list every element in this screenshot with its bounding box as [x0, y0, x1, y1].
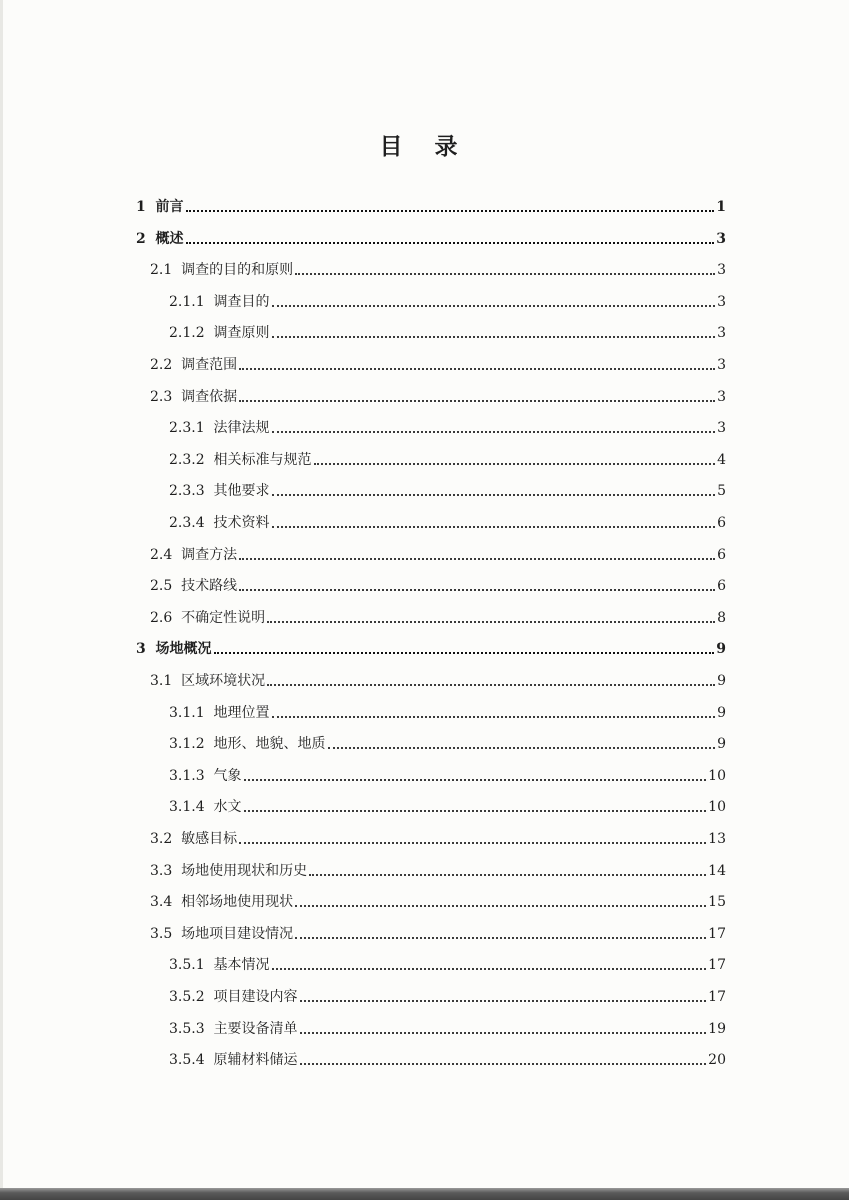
- toc-entry-label: 场地概况: [155, 641, 212, 658]
- toc-entry-label: 敏感目标: [181, 831, 238, 847]
- toc-leader-dots: [244, 809, 707, 812]
- toc-entry-label: 法律法规: [213, 420, 270, 437]
- toc-entry[interactable]: [150, 351, 726, 375]
- toc-entry[interactable]: [136, 225, 726, 249]
- toc-entry[interactable]: [169, 983, 726, 1007]
- toc-entry-number: 3.1.4: [169, 799, 205, 816]
- toc-entry-spacer: [146, 639, 156, 659]
- toc-leader-dots: [272, 335, 716, 338]
- toc-leader-dots: [186, 209, 715, 212]
- toc-entry-spacer: [172, 387, 181, 407]
- toc-leader-dots: [267, 620, 715, 623]
- toc-entry[interactable]: [169, 477, 726, 501]
- toc-entry[interactable]: [169, 509, 726, 533]
- toc-entry-spacer: [146, 229, 156, 249]
- toc-leader-dots: [272, 525, 716, 528]
- toc-entry[interactable]: [150, 383, 726, 407]
- toc-entry-label: 相邻场地使用现状: [181, 894, 294, 911]
- toc-entry-label: 调查目的: [213, 293, 270, 310]
- toc-entry[interactable]: [169, 319, 726, 343]
- toc-entry-spacer: [172, 892, 181, 912]
- toc-entry-label: 原辅材料储运: [213, 1052, 298, 1069]
- toc-entry-spacer: [205, 797, 214, 817]
- toc-entry-spacer: [172, 829, 181, 849]
- toc-entry-page: 3: [717, 388, 726, 405]
- toc-entry-page: 9: [716, 641, 726, 658]
- toc-entry[interactable]: [136, 635, 726, 659]
- toc-entry-page: 10: [708, 799, 726, 816]
- toc-entry-label: 调查范围: [181, 357, 238, 373]
- toc-entry-label: 水文: [213, 799, 242, 816]
- toc-entry-label: 相关标准与规范: [213, 451, 312, 468]
- toc-leader-dots: [295, 936, 706, 939]
- toc-entry-page: 17: [708, 925, 726, 942]
- toc-entry[interactable]: [150, 256, 726, 280]
- toc-entry[interactable]: [150, 825, 726, 849]
- toc-leader-dots: [239, 588, 715, 591]
- toc-entry-page: 3: [717, 357, 726, 373]
- toc-entry-label: 概述: [155, 230, 184, 247]
- toc-leader-dots: [239, 841, 706, 844]
- toc-entry-spacer: [172, 924, 181, 944]
- toc-entry-label: 项目建设内容: [213, 989, 298, 1005]
- toc-entry-label: 地理位置: [213, 704, 270, 721]
- toc-entry-page: 5: [717, 483, 726, 500]
- toc-entry[interactable]: [150, 920, 726, 944]
- toc-entry-number: 2.4: [150, 546, 173, 563]
- toc-entry-number: 2: [136, 230, 146, 247]
- toc-entry-page: 1: [716, 199, 726, 215]
- toc-entry-label: 区域环境状况: [181, 673, 266, 689]
- toc-entry[interactable]: [169, 699, 726, 723]
- toc-leader-dots: [314, 462, 716, 465]
- toc-entry-label: 技术路线: [181, 578, 238, 595]
- toc-entry-page: 14: [708, 862, 726, 879]
- toc-entry-page: 3: [717, 325, 726, 342]
- toc-leader-dots: [267, 683, 715, 686]
- toc-entry[interactable]: [169, 414, 726, 438]
- toc-entry-number: 2.3.1: [169, 420, 205, 437]
- toc-entry-number: 3.5.3: [169, 1020, 205, 1037]
- toc-leader-dots: [295, 272, 715, 275]
- toc-entry-number: 3.3: [150, 862, 173, 879]
- toc-entry-spacer: [205, 513, 214, 533]
- toc-leader-dots: [239, 399, 715, 402]
- toc-leader-dots: [300, 1062, 707, 1065]
- toc-entry-spacer: [172, 545, 181, 565]
- toc-entry-number: 3.5.2: [169, 989, 205, 1005]
- toc-entry[interactable]: [150, 604, 726, 628]
- toc-entry-spacer: [146, 197, 156, 217]
- toc-entry-spacer: [172, 260, 181, 280]
- toc-entry-number: 2.3.2: [169, 451, 205, 468]
- toc-entry-number: 2.3.4: [169, 515, 205, 531]
- toc-entry[interactable]: [136, 193, 726, 217]
- toc-entry-label: 技术资料: [213, 515, 270, 531]
- toc-entry[interactable]: [169, 762, 726, 786]
- toc-entry-page: 17: [708, 957, 726, 974]
- toc-entry-page: 9: [717, 704, 726, 721]
- toc-leader-dots: [295, 904, 706, 907]
- toc-entry-number: 3.4: [150, 894, 173, 911]
- toc-entry-page: 6: [717, 578, 726, 595]
- toc-entry-label: 调查的目的和原则: [181, 262, 294, 279]
- scan-bottom-edge: [0, 1188, 849, 1200]
- toc-entry-spacer: [205, 955, 214, 975]
- toc-entry-page: 6: [717, 546, 726, 563]
- toc-entry-number: 2.2: [150, 357, 173, 373]
- toc-entry-label: 基本情况: [213, 957, 270, 974]
- toc-entry-spacer: [205, 734, 214, 754]
- toc-leader-dots: [272, 715, 716, 718]
- toc-entry-spacer: [172, 608, 181, 628]
- toc-entry-number: 3.2: [150, 831, 173, 847]
- toc-leader-dots: [272, 430, 716, 433]
- toc-entry-label: 调查依据: [181, 388, 238, 405]
- toc-entry-number: 3: [136, 641, 146, 658]
- toc-entry-label: 场地项目建设情况: [181, 925, 294, 942]
- toc-entry-spacer: [172, 671, 181, 691]
- toc-entry-spacer: [205, 1050, 214, 1070]
- toc-entry-number: 2.3: [150, 388, 173, 405]
- toc-entry-number: 3.5.4: [169, 1052, 205, 1069]
- toc-entry-number: 2.1: [150, 262, 173, 279]
- toc-leader-dots: [309, 873, 706, 876]
- toc-entry-page: 3: [717, 420, 726, 437]
- toc-entry-page: 8: [717, 609, 726, 626]
- toc-entry[interactable]: [169, 446, 726, 470]
- toc-entry-label: 气象: [213, 767, 242, 784]
- toc-entry-label: 不确定性说明: [181, 609, 266, 626]
- toc-entry[interactable]: [169, 730, 726, 754]
- toc-entry-number: 1: [136, 199, 146, 215]
- toc-entry-label: 地形、地貌、地质: [213, 736, 326, 753]
- toc-entry-spacer: [172, 576, 181, 596]
- toc-entry-spacer: [205, 987, 214, 1007]
- toc-entry-page: 3: [717, 293, 726, 310]
- toc-entry-page: 20: [708, 1052, 726, 1069]
- toc-entry-spacer: [172, 355, 181, 375]
- toc-entry-spacer: [205, 1019, 214, 1039]
- toc-entry-label: 前言: [155, 199, 184, 215]
- toc-entry-label: 其他要求: [213, 483, 270, 500]
- toc-entry-label: 调查原则: [213, 325, 270, 342]
- toc-leader-dots: [272, 967, 707, 970]
- toc-entry-number: 3.1.1: [169, 704, 205, 721]
- toc-entry[interactable]: [150, 541, 726, 565]
- toc-leader-dots: [300, 1031, 707, 1034]
- toc-entry[interactable]: [150, 857, 726, 881]
- toc-entry-number: 2.1.2: [169, 325, 205, 342]
- toc-entry-page: 9: [717, 736, 726, 753]
- toc-entry-page: 3: [717, 262, 726, 279]
- toc-leader-dots: [186, 241, 715, 244]
- toc-entry-spacer: [205, 766, 214, 786]
- toc-entry-spacer: [205, 703, 214, 723]
- toc-leader-dots: [272, 493, 716, 496]
- toc-entry-number: 3.5: [150, 925, 173, 942]
- toc-entry-number: 3.1: [150, 673, 173, 689]
- toc-entry-label: 调查方法: [181, 546, 238, 563]
- toc-entry[interactable]: [150, 888, 726, 912]
- toc-entry-spacer: [205, 450, 214, 470]
- toc-entry-number: 3.1.2: [169, 736, 205, 753]
- toc-entry-page: 19: [708, 1020, 726, 1037]
- toc-entry-number: 3.1.3: [169, 767, 205, 784]
- toc-entry-spacer: [205, 418, 214, 438]
- toc-entry[interactable]: [169, 793, 726, 817]
- toc-entry[interactable]: [169, 288, 726, 312]
- toc-leader-dots: [328, 746, 716, 749]
- toc-entry-page: 6: [717, 515, 726, 531]
- toc-entry-number: 2.3.3: [169, 483, 205, 500]
- scan-edge: [0, 0, 3, 1188]
- toc-leader-dots: [214, 651, 715, 654]
- toc-entry[interactable]: [150, 667, 726, 691]
- toc-entry-page: 10: [708, 767, 726, 784]
- toc-entry-spacer: [172, 861, 181, 881]
- toc-entry[interactable]: [150, 572, 726, 596]
- toc-entry-number: 3.5.1: [169, 957, 205, 974]
- toc-entry-label: 主要设备清单: [213, 1020, 298, 1037]
- toc-leader-dots: [244, 778, 707, 781]
- toc-leader-dots: [300, 999, 707, 1002]
- toc-entry-label: 场地使用现状和历史: [181, 862, 308, 879]
- toc-entry-page: 17: [708, 989, 726, 1005]
- toc-entry-page: 13: [708, 831, 726, 847]
- toc-entry-spacer: [205, 481, 214, 501]
- toc-leader-dots: [239, 557, 715, 560]
- toc-entry-number: 2.1.1: [169, 293, 205, 310]
- toc-entry-page: 3: [716, 230, 726, 247]
- toc-entry-page: 9: [717, 673, 726, 689]
- toc-entry-number: 2.6: [150, 609, 173, 626]
- toc-leader-dots: [272, 304, 716, 307]
- toc-entry-spacer: [205, 292, 214, 312]
- toc-entry-number: 2.5: [150, 578, 173, 595]
- toc-entry-page: 4: [717, 451, 726, 468]
- toc-entry-page: 15: [708, 894, 726, 911]
- page-title: 目 录: [379, 133, 470, 160]
- toc-entry[interactable]: [169, 1015, 726, 1039]
- toc-entry-spacer: [205, 323, 214, 343]
- toc-entry[interactable]: [169, 1046, 726, 1070]
- toc-leader-dots: [239, 367, 715, 370]
- toc-entry[interactable]: [169, 951, 726, 975]
